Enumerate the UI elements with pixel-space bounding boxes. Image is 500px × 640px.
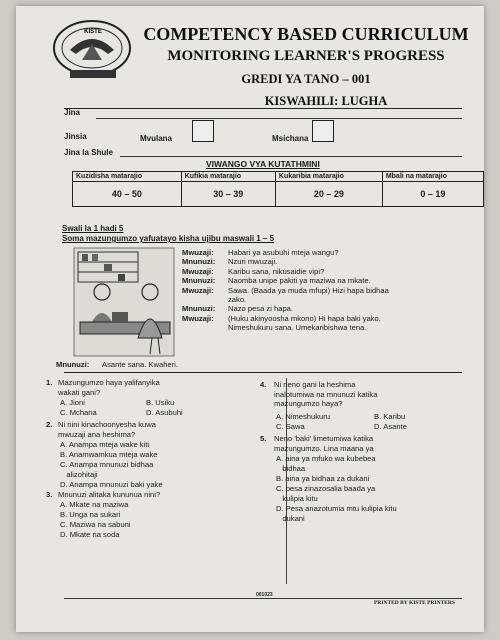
question-number: 2. [46, 420, 53, 429]
boy-checkbox[interactable] [192, 120, 214, 142]
question-number: 5. [260, 434, 267, 443]
question-stem: inalotumiwa na mnunuzi katika [274, 389, 378, 399]
option-c[interactable]: C. Anampa mnunuzi bidhaa [60, 460, 154, 469]
name-label: Jina [64, 108, 81, 117]
option-b[interactable]: B. aina ya bidhaa za dukani [276, 474, 370, 483]
dialogue-line [182, 323, 478, 332]
level-header: Kukaribia matarajio [275, 172, 382, 182]
question-stem: Mnunuzi alitaka kununua nini? [58, 490, 161, 499]
boy-label: Mvulana [140, 134, 173, 143]
header-rule [64, 108, 462, 109]
question-number: 3. [46, 490, 53, 499]
level-header: Mbali na matarajio [382, 172, 483, 182]
level-value: 0 – 19 [382, 182, 483, 207]
option-b[interactable]: B. Anamwamkua mteja wake [60, 450, 158, 459]
option-c[interactable]: C. Sawa [276, 422, 305, 431]
level-header: Kuzidisha matarajio [73, 172, 182, 182]
question-stem: mazungumzo haya? [274, 399, 343, 409]
dialogue-line [182, 295, 478, 304]
question-stem: Mazungumzo haya yalifanyika [58, 378, 160, 387]
option-d[interactable]: D. Mkate na soda [60, 530, 120, 539]
printer-credit: PRINTED BY KISTE PRINTERS [374, 600, 455, 606]
gender-label: Jinsia [64, 132, 87, 141]
option-d[interactable]: D. Asante [374, 422, 407, 431]
dialogue-line [182, 257, 478, 266]
dialogue-block [182, 248, 478, 333]
speaker-name: Mwuzaji: [182, 266, 214, 276]
speaker-name: Mnunuzi: [182, 257, 216, 267]
option-d[interactable]: D. Anampa mnunuzi baki yake [60, 480, 163, 489]
dialogue-text: Karibu sana, nikusaidie vipi? [228, 266, 325, 276]
svg-text:KISTE: KISTE [84, 29, 102, 35]
footer-rule [64, 598, 462, 599]
dialogue-text: Nzuri mwuzaji. [228, 257, 278, 267]
girl-label: Msichana [272, 134, 309, 143]
level-header: Kufikia matarajio [181, 172, 275, 182]
speaker-name: Mnunuzi: [182, 304, 216, 314]
option-b[interactable]: B. Usiku [146, 398, 175, 407]
question-number: 4. [260, 380, 267, 389]
dialogue-text: Nazo pesa zi hapa. [228, 304, 294, 314]
dialogue-rule [64, 372, 462, 373]
option-b[interactable]: B. Unga na sukari [60, 510, 121, 519]
subject-label: KISWAHILI: LUGHA [264, 94, 388, 108]
question-5 [260, 434, 470, 544]
school-line[interactable] [120, 156, 462, 157]
option-d[interactable]: D. Asubuhi [146, 408, 183, 417]
option-c[interactable]: C. Maziwa na sabuni [60, 520, 131, 529]
option-a[interactable]: A. Mkate na maziwa [60, 500, 129, 509]
dialogue-line [182, 276, 478, 285]
dialogue-line [182, 267, 478, 276]
question-number: 1. [46, 378, 53, 387]
exam-sheet [16, 6, 484, 632]
monitoring-subtitle: MONITORING LEARNER'S PROGRESS [167, 48, 445, 64]
speaker-name: Mwuzaji: [182, 313, 214, 323]
dialogue-line [182, 286, 478, 295]
option-c[interactable]: C. pesa zinazosalia baada ya [276, 484, 376, 493]
level-value: 20 – 29 [275, 182, 382, 207]
option-a[interactable]: A. Jioni [60, 398, 85, 407]
dialogue-line [182, 314, 478, 323]
levels-title: VIWANGO VYA KUTATHMINI [206, 159, 320, 169]
question-stem: mwuzaji ana heshima? [58, 429, 136, 439]
question-2 [46, 420, 282, 500]
question-stem: wakati gani? [58, 387, 101, 397]
question-stem: Ni nini kinachoonyesha kuwa [58, 420, 156, 429]
paper-code: 001023 [256, 592, 273, 598]
dialogue-text: zako. [228, 295, 247, 305]
option-c-cont: kulipia kitu [276, 494, 318, 503]
option-a[interactable]: A. Anampa mteja wake kiti [60, 440, 150, 449]
option-c-cont: alizohitaji [60, 470, 98, 479]
option-a[interactable]: A. Nimeshukuru [276, 412, 331, 421]
option-c[interactable]: C. Mchana [60, 408, 97, 417]
speaker-name: Mwuzaji: [182, 248, 214, 257]
reading-instruction: Soma mazungumzo yafuatayo kisha ujibu maswali 1 – 5 [62, 234, 275, 243]
question-stem: Neno 'baki' limetumiwa katika [274, 434, 374, 443]
option-d-cont: dukani [276, 514, 305, 523]
questions-right [260, 380, 470, 544]
question-stem: mazungumzo. Lina maana ya [274, 443, 374, 453]
question-3 [46, 490, 282, 550]
dialogue-text: Asante sana. Kwaheri. [102, 360, 178, 369]
dialogue-text: Sawa. (Baada ya muda mfupi) Hizi hapa bidhaa [228, 285, 389, 295]
option-b[interactable]: B. Karibu [374, 412, 406, 421]
dialogue-line [182, 248, 478, 257]
curriculum-title: COMPETENCY BASED CURRICULUM [143, 24, 469, 44]
dialogue-text: Habari ya asubuhi mteja wangu? [228, 248, 339, 257]
speaker-name: Mnunuzi: [182, 276, 216, 286]
questions-left [46, 378, 282, 550]
school-label: Jina la Shule [64, 148, 113, 157]
girl-checkbox[interactable] [312, 120, 334, 142]
grade-label: GREDI YA TANO – 001 [241, 72, 371, 86]
speaker-name: Mwuzaji: [182, 285, 214, 295]
speaker-name: Mnunuzi: [56, 360, 90, 369]
option-a-cont: bidhaa [276, 464, 306, 473]
questions-range-heading: Swali la 1 hadi 5 [62, 224, 124, 233]
closing-line [56, 360, 178, 369]
question-stem: Ni neno gani la heshima [274, 380, 356, 389]
level-value: 30 – 39 [181, 182, 275, 207]
name-line[interactable] [96, 118, 462, 119]
option-a[interactable]: A. aina ya mfuko wa kubebea [276, 454, 376, 463]
shop-illustration [72, 246, 176, 358]
dialogue-text: Nimeshukuru sana. Umekaribishwa tena. [228, 323, 367, 333]
option-d[interactable]: D. Pesa anazotumia mtu kulipia kitu [276, 504, 397, 513]
dialogue-line [182, 304, 478, 313]
levels-table [72, 171, 484, 207]
dialogue-text: (Huku akinyoosha mkono) Hi hapa baki yako. [228, 313, 381, 323]
dialogue-text: Naomba unipe pakiti ya maziwa na mkate. [228, 276, 371, 286]
level-value: 40 – 50 [73, 182, 182, 207]
